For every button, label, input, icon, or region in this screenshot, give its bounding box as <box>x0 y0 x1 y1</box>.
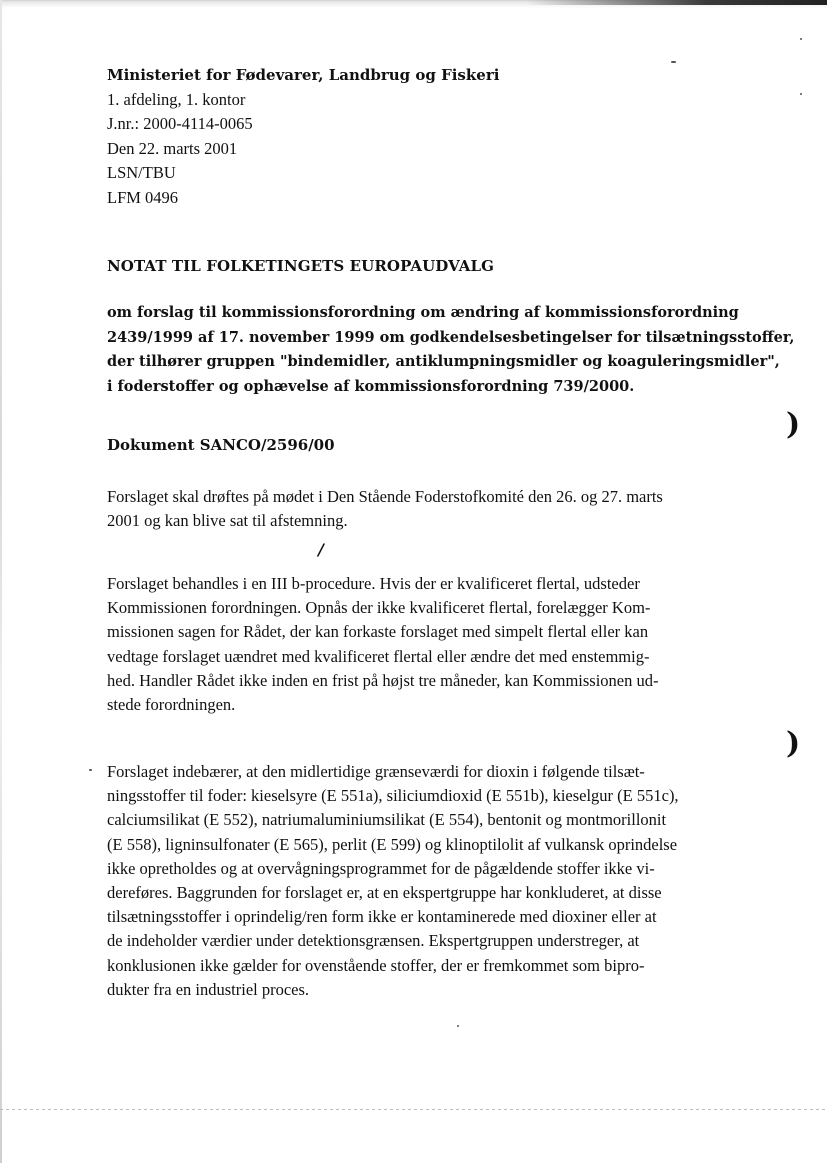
pen-mark: / <box>318 540 324 559</box>
paragraph-line: ikke opretholdes og at overvågningsprogrammet for de pågældende stoffer ikke vi- <box>107 858 655 878</box>
scan-speck <box>671 61 676 63</box>
document-date: Den 22. marts 2001 <box>107 138 238 158</box>
journal-number: J.nr.: 2000-4114-0065 <box>107 114 253 133</box>
margin-bracket-mark: ) <box>786 407 801 442</box>
body-paragraph <box>107 760 757 1002</box>
paragraph-line: ningsstoffer til foder: kieselsyre (E 551a), siliciumdioxid (E 551b), kieselgur (E 551c), <box>107 786 679 806</box>
paragraph-line: 2001 og kan blive sat til afstemning. <box>107 511 348 531</box>
letterhead <box>107 63 499 210</box>
paragraph-line: Forslaget indebærer, at den midlertidige grænseværdi for dioxin i følgende tilsæt- <box>107 762 645 781</box>
scan-speck <box>800 38 802 40</box>
paragraph-line: hed. Handler Rådet ikke inden en frist på højst tre måneder, kan Kommissionen ud- <box>107 670 659 690</box>
subject-line: der tilhører gruppen "bindemidler, antiklumpningsmidler og koaguleringsmidler", <box>107 353 780 370</box>
margin-bracket-mark: ) <box>786 726 801 761</box>
paragraph-line: Forslaget behandles i en III b-procedure. Hvis der er kvalificeret flertal, udsteder <box>107 574 640 593</box>
subject-block <box>107 301 795 399</box>
paragraph-line: vedtage forslaget uændret med kvalificeret flertal eller ændre det med enstemmig- <box>107 646 650 666</box>
ministry-name: Ministeriet for Fødevarer, Landbrug og Fiskeri <box>107 66 500 84</box>
paragraph-line: (E 558), ligninsulfonater (E 565), perlit (E 599) og klinoptilolit af vulkansk oprindelse <box>107 834 678 854</box>
document-title: NOTAT TIL FOLKETINGETS EUROPAUDVALG <box>107 257 495 275</box>
paragraph-line: Forslaget skal drøftes på mødet i Den Stående Foderstofkomité den 26. og 27. marts <box>107 487 663 506</box>
body-paragraph <box>107 485 757 533</box>
scan-speck <box>89 769 92 771</box>
scan-top-edge <box>0 0 827 8</box>
subject-line: 2439/1999 af 17. november 1999 om godkendelsesbetingelser for tilsætningsstoffer, <box>107 328 795 346</box>
paragraph-line: stede forordningen. <box>107 695 236 715</box>
scan-speck <box>800 93 802 95</box>
reference-code: LFM 0496 <box>107 187 179 207</box>
subject-line: om forslag til kommissionsforordning om ændring af kommissionsforordning <box>107 304 739 321</box>
paragraph-line: dereføres. Baggrunden for forslaget er, at en ekspertgruppe har konkluderet, at disse <box>107 883 662 903</box>
scan-speck <box>457 1025 459 1027</box>
author-initials: LSN/TBU <box>107 163 176 182</box>
paragraph-line: tilsætningsstoffer i oprindelig/ren form ikke er kontaminerede med dioxiner eller at <box>107 907 657 927</box>
paragraph-line: Kommissionen forordningen. Opnås der ikke kvalificeret flertal, forelægger Kom- <box>107 598 651 618</box>
department-line: 1. afdeling, 1. kontor <box>107 89 246 109</box>
document-reference: Dokument SANCO/2596/00 <box>107 436 335 454</box>
paragraph-line: calciumsilikat (E 552), natriumaluminiumsilikat (E 554), bentonit og montmorillonit <box>107 810 667 830</box>
paragraph-line: dukter fra en industriel proces. <box>107 979 310 999</box>
scan-left-edge <box>0 0 2 1163</box>
body-paragraph <box>107 572 757 717</box>
subject-line: i foderstoffer og ophævelse af kommissionsforordning 739/2000. <box>107 377 635 395</box>
scan-bottom-line <box>0 1109 827 1110</box>
paragraph-line: de indeholder værdier under detektionsgrænsen. Ekspertgruppen understreger, at <box>107 931 640 951</box>
paragraph-line: missionen sagen for Rådet, der kan forkaste forslaget med simpelt flertal eller kan <box>107 622 649 642</box>
paragraph-line: konklusionen ikke gælder for ovenstående stoffer, der er fremkommet som bipro- <box>107 955 645 975</box>
